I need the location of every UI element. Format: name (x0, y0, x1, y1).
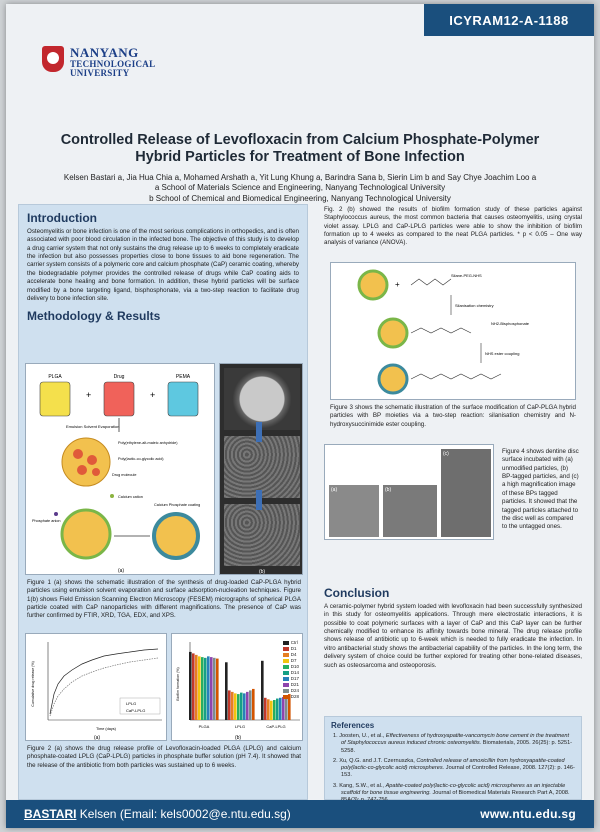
ntu-crest-icon (42, 46, 64, 72)
sem-image-3 (224, 504, 300, 566)
beaker-label-plga: PLGA (48, 374, 62, 380)
bar (276, 699, 279, 720)
beaker-pema (168, 382, 198, 416)
legend-entry: D17 (283, 676, 299, 681)
poster-footer (6, 800, 594, 828)
beaker-label-drug: Drug (113, 374, 125, 380)
calcium-icon (110, 494, 114, 498)
bar (261, 661, 264, 720)
fig2b-ylabel: Biofilm formation (%) (176, 667, 180, 701)
poster-title: Controlled Release of Levofloxacin from Calcium Phosphate-Polymer Hybrid Particles for Treatment of Bone Infection (60, 132, 540, 166)
affiliation-b: b School of Chemical and Biomedical Engineering, Nanyang Technological University (149, 193, 451, 203)
arrow-down-icon (256, 422, 262, 442)
figure-2b-chart (171, 633, 303, 741)
authors: Kelsen Bastari a, Jia Hua Chia a, Mohamed Arshath a, Yit Lung Khung a, Barindra Sana b, Sierin Lim b and Say Chye Joachim Loo a (63, 172, 537, 182)
figure-1a-schematic (25, 363, 215, 575)
poster-header (26, 132, 574, 204)
bar (240, 693, 243, 720)
logo-line3: UNIVERSITY (70, 68, 130, 79)
label-polyeth: Poly(ethylene-alt-maleic anhydride) (118, 441, 178, 445)
bar (249, 690, 252, 720)
particle-coated-1 (62, 510, 110, 558)
intro-text: Osteomyelitis or bone infection is one of the most serious complications in orthopedics, and is often associated with poor blood circulation in the infected bone. The objective of this study is to develop a drug carrier system that not only sustains the drug release up to 6 weeks to completely eradicate the infection but also possesses properties close to bone tissues to aid bone regeneration. The carrier system consists of a polymeric core and calcium phosphate (CaP) ceramic coating, whereby the biodegradable polymer provides the controlled release of drugs while CaP coating aids to accelerate bone healing and bone formation. In addition, these hybrid particles will be surface modified by a bone targeting ligand, bisphosphonate, via a two-step reaction to facilitate drug delivery to bone infection site. (27, 228, 300, 302)
figure-3-caption: Figure 3 shows the schematic illustration of the surface modification of CaP-PLGA hybrid particles with BP moieties via a two-step reaction: silanisation chemistry and N-hydroxysuccinimide ester coupling. (330, 404, 576, 428)
fig2b-legend (283, 640, 299, 700)
references-section (324, 716, 582, 800)
particle-coated-2 (154, 514, 198, 558)
bar (192, 653, 195, 720)
fig2a-ylabel: Cumulative drug release (%) (31, 661, 35, 707)
legend-cap-lplg: CaP-LPLG (126, 708, 146, 713)
bar (210, 657, 213, 720)
figure-1b-micrographs (219, 363, 303, 575)
category-cap-lplg: CaP-LPLG (266, 724, 286, 729)
bar (243, 693, 246, 720)
bar (273, 700, 276, 720)
legend-entry: D24 (283, 688, 299, 693)
bar (213, 658, 216, 720)
figure-2-caption: Figure 2 (a) shows the drug release profile of Levofloxacin-loaded PLGA (LPLG) and calcium phosphate-coated LPLG (CaP-LPLG) particles in phosphate buffer solution (pH 7.4). It showed that the release of the antibiotic from both particles was sustained up to 6 weeks. (27, 745, 301, 769)
bar (198, 656, 201, 720)
figure-1-caption: Figure 1 (a) shows the schematic illustration of the synthesis of drug-loaded CaP-PLGA hybrid particles using emulsion solvent evaporation and surface adsorption-nucleation techniques. Figure 1(b) shows Field Emission Scanning Electron Microscopy (FESEM) micrographs of spherical PLGA particle coated with CaP nanoparticles with different magnifications. The presence of CaP was further confirmed by FTIR, XRD, TGA, EDX, and XPS. (27, 579, 301, 620)
affiliation-a: a School of Materials Science and Engineering, Nanyang Technological University (154, 183, 446, 193)
bar (204, 658, 207, 720)
bar (234, 693, 237, 720)
bar (195, 655, 198, 720)
label-emulsion: Emulsion Solvent Evaporation (66, 424, 120, 429)
legend-entry: D7 (283, 658, 299, 663)
conclusion-heading: Conclusion (324, 586, 390, 600)
svg-text:+: + (86, 390, 92, 400)
legend-entry: Ctrl (283, 640, 299, 645)
legend-lplg: LPLG (126, 701, 137, 706)
particle-2 (379, 319, 407, 347)
bar (216, 659, 219, 720)
label-calcium: Calcium cation (118, 495, 143, 499)
legend-entry: D1 (283, 646, 299, 651)
label-drug: Drug molecule (112, 473, 137, 477)
figure-2a-chart (25, 633, 167, 741)
figure-2b-text: Fig. 2 (b) showed the results of biofilm formation study of these particles against Staphylococcus aureus, the most common bacteria that causes osteomyelitis, using crystal violet assay. LPLG and CaP-LPLG particles were able to show the inhibition of biofilm formation up to 4 weeks as compared to the neat PLGA particles. * p < 0.05 – One way analysis of variance (ANOVA). (324, 206, 582, 247)
legend-entry: D10 (283, 664, 299, 669)
panel-label-b: (b) (258, 569, 266, 575)
category-plga: PLGA (198, 724, 210, 729)
bar (270, 701, 273, 720)
synthesis-schematic (26, 364, 216, 576)
figure-3-schematic (330, 262, 576, 400)
contact-info: BASTARI Kelsen (Email: kels0002@e.ntu.edu.sg) (24, 807, 291, 821)
bar (228, 690, 231, 720)
sem-image-1 (224, 368, 300, 430)
fig4-label-b: (b) (385, 487, 392, 493)
svg-text:+: + (395, 280, 400, 289)
fig3-label-silane: Silane-PEG-NHS (451, 273, 482, 278)
fig3-label-bp: NH2-Bisphosphonate (491, 321, 530, 326)
fig2a-xlabel: Time (days) (96, 727, 116, 731)
methods-heading: Methodology & Results (27, 309, 161, 324)
reference-item: 2. Xu, Q.G. and J.T. Czernuszka, Controlled release of amoxicillin from hydroxyapatite-coated poly(lactic-co-glycolic acid) microspheres. Journal of Controlled Release, 2008. 127(2): p. 146-153. (333, 757, 575, 779)
beaker-plga (40, 382, 70, 416)
poster-id-badge: ICYRAM12-A-1188 (424, 4, 594, 36)
beaker-label-pema: PEMA (175, 374, 191, 380)
references-heading: References (331, 721, 375, 730)
legend-entry: D14 (283, 670, 299, 675)
beaker-drug (104, 382, 134, 416)
bar (207, 656, 210, 720)
particle-1 (359, 271, 387, 299)
category-lplg: LPLG (234, 724, 246, 729)
conclusion-text: A ceramic-polymer hybrid system loaded with levofloxacin had been successfully synthesized in this study for osteomyelitis applications. Through mere electrostatic interactions, it is possible to coat polymeric surfaces with a layer of CaP and this CaP layer can be further chemically modified to enhance its affinity towards bone mineral. The drug release profile shows release of antibiotic up to 6-week which is needed to fully eradicate the infection. In vitro antibacterial study shows the antibacterial capability of the particles. In the long term, the delivery system of choice could be further explored for treating other bone-related diseases, such as osteosarcoma and osteoporosis. (324, 603, 582, 669)
sem-image-2 (224, 436, 300, 498)
legend-entry: D28 (283, 694, 299, 699)
logo-line1: NANYANG (70, 45, 139, 60)
reference-item: 1. Joosten, U., et al., Effectiveness of hydroxyapatite-vancomycin bone cement in the treatment of Staphylococcus aureus induced chronic osteomyelitis. Biomaterials, 2005. 26(25): p. 5251-5258. (333, 733, 573, 754)
bar (264, 698, 267, 720)
legend-entry: D21 (283, 682, 299, 687)
particle-3 (379, 365, 407, 393)
fig3-label-silanisation: Silanisation chemistry (455, 303, 494, 308)
bar (231, 692, 234, 720)
label-phosphate: Phosphate anion (32, 519, 61, 523)
bar (225, 662, 228, 720)
bar (282, 697, 285, 720)
phosphate-icon (54, 512, 58, 516)
bar (267, 699, 270, 720)
fig4-label-a: (a) (331, 487, 338, 493)
fig4-image-c (441, 449, 491, 537)
bar (246, 692, 249, 720)
svg-text:+: + (150, 390, 156, 400)
fig4-label-c: (c) (443, 451, 449, 457)
figure-4-images (324, 444, 494, 540)
arrow-down-icon (256, 490, 262, 510)
label-plga: Poly(lactic-co-glycolic acid) (118, 457, 164, 461)
bar (189, 652, 192, 720)
logo-line2: TECHNOLOGICAL (70, 58, 156, 69)
bar (237, 694, 240, 720)
fig2a-panel-label: (a) (93, 735, 101, 741)
right-column (324, 204, 582, 800)
silane-structure-icon (411, 279, 451, 285)
author-surname: BASTARI (24, 807, 77, 821)
fig3-label-nhs: NHS ester coupling (485, 351, 520, 356)
label-coating: Calcium Phosphate coating (154, 503, 201, 507)
bar (201, 657, 204, 720)
website-link[interactable]: www.ntu.edu.sg (480, 807, 576, 821)
left-column (18, 204, 308, 800)
ntu-logo (42, 46, 155, 79)
reference-item: 3. Kang, S.W., et al., Apatite-coated poly(lactic-co-glycolic acid) microspheres as an injectable scaffold for bone tissue engineering. Journal of Biomedical Materials Research Part A, 2008. (333, 782, 570, 796)
figure-4-caption: Figure 4 shows dentine disc surface incubated with (a) unmodified particles, (b) BP-tagged particles, and (c) a high magnification image of these BPs tagged particles. It showed that the tagged particles attached to the disc well as compared to the untagged ones. (502, 448, 579, 531)
conclusion-section (324, 586, 582, 670)
poster (6, 4, 594, 828)
bar (279, 698, 282, 720)
bar (252, 689, 255, 720)
legend-entry: D4 (283, 652, 299, 657)
panel-label-a: (a) (117, 568, 125, 574)
intro-heading: Introduction (27, 211, 97, 225)
fig2b-panel-label: (b) (234, 735, 242, 741)
particle-core (62, 438, 110, 486)
